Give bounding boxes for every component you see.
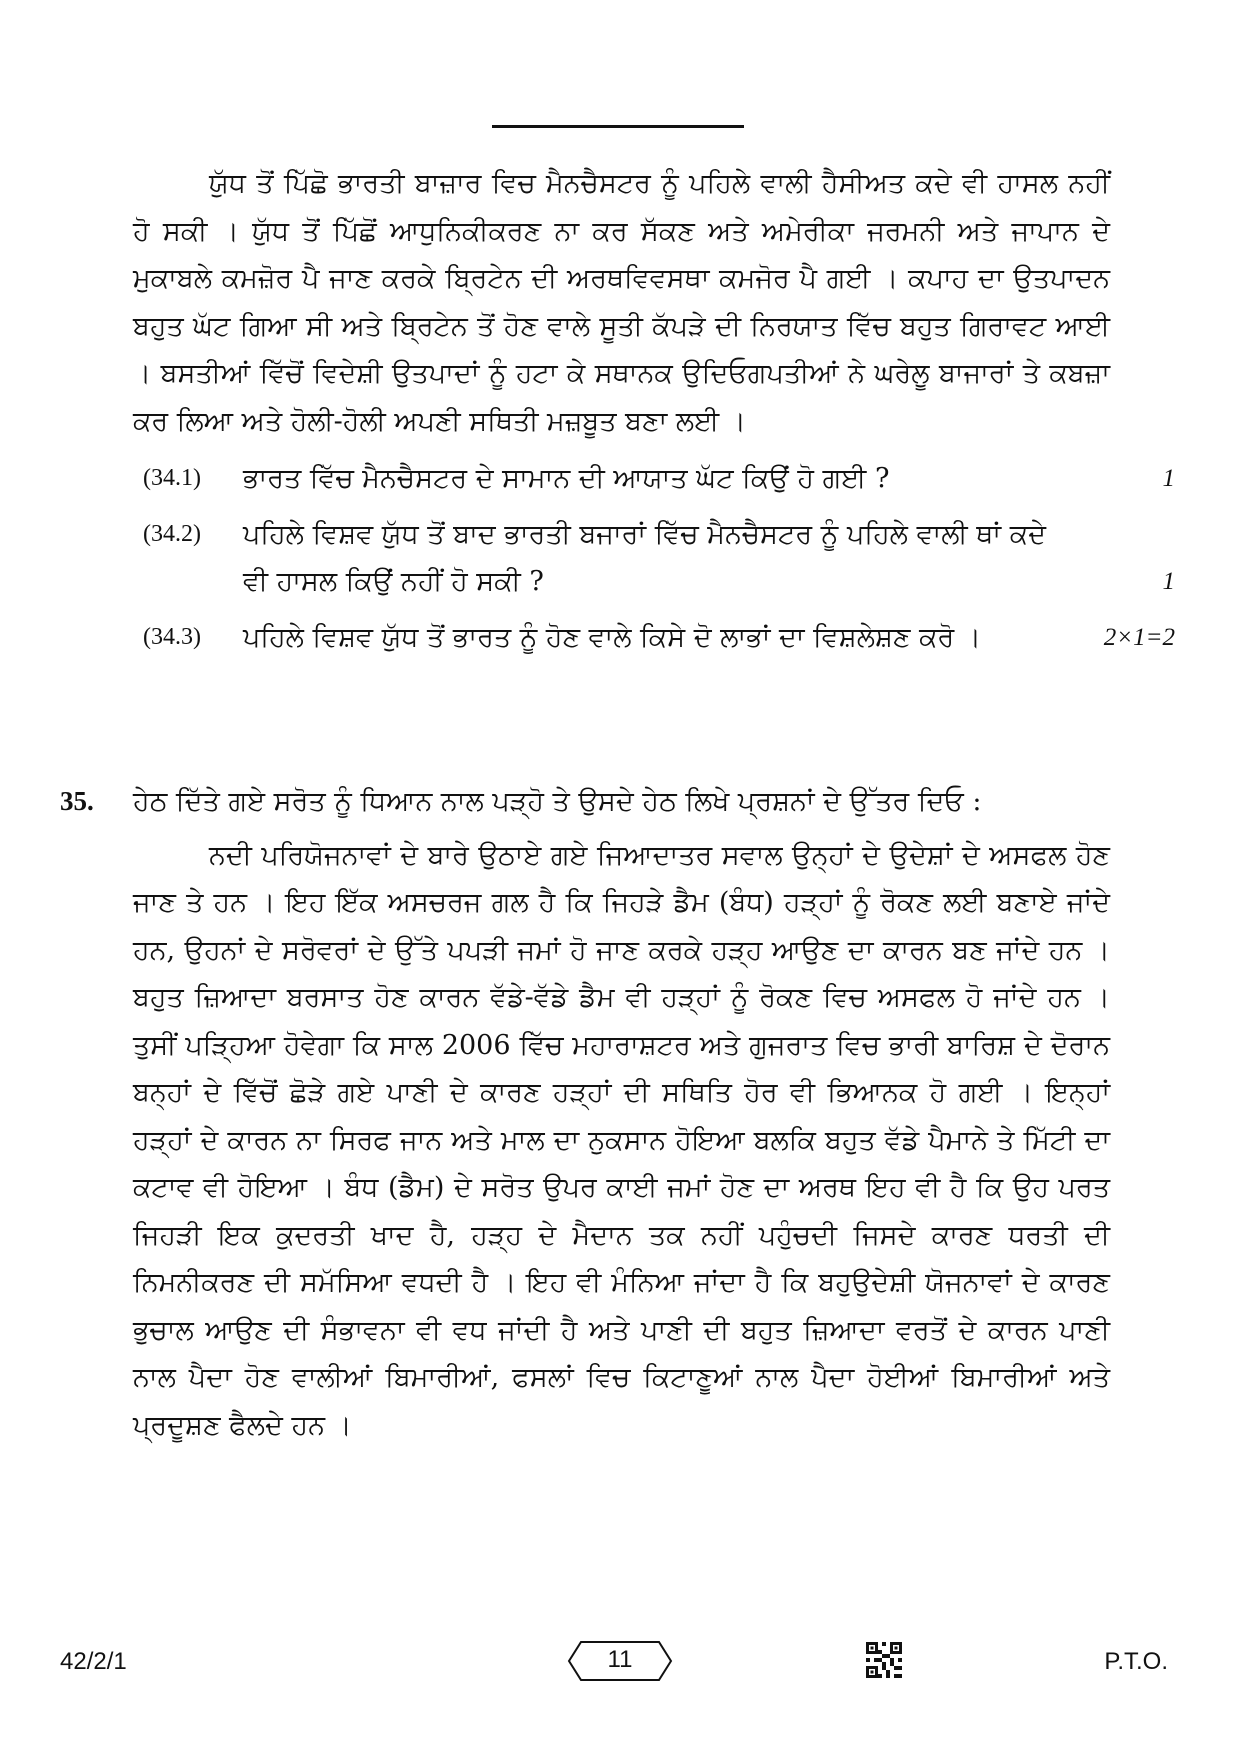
qr-code-icon: [866, 1642, 902, 1678]
passage-34: ਯੁੱਧ ਤੋਂ ਪਿੱਛੋ ਭਾਰਤੀ ਬਾਜ਼ਾਰ ਵਿਚ ਮੈਨਚੈਸਟਰ ਨੂੰ ਪਹਿਲੇ ਵਾਲੀ ਹੈਸੀਅਤ ਕਦੇ ਵੀ ਹਾਸਲ ਨਹੀਂ ਹੋ ਸਕੀ । ਯੁੱਧ ਤੋਂ ਪਿੱਛੋਂ ਆਧੁਨਿਕੀਕਰਣ ਨਾ ਕਰ ਸੱਕਣ ਅਤੇ ਅਮੇਰੀਕਾ ਜਰਮਨੀ ਅਤੇ ਜਾਪਾਨ ਦੇ ਮੁਕਾਬਲੇ ਕਮਜ਼ੋਰ ਪੈ ਜਾਣ ਕਰਕੇ ਬ੍ਰਿਟੇਨ ਦੀ ਅਰਥਵਿਵਸਥਾ ਕਮਜੋਰ ਪੈ ਗਈ । ਕਪਾਹ ਦਾ ਉਤਪਾਦਨ ਬਹੁਤ ਘੱਟ ਗਿਆ ਸੀ ਅਤੇ ਬ੍ਰਿਟੇਨ ਤੋਂ ਹੋਣ ਵਾਲੇ ਸੂਤੀ ਕੱਪੜੇ ਦੀ ਨਿਰਯਾਤ ਵਿੱਚ ਬਹੁਤ ਗਿਰਾਵਟ ਆਈ । ਬਸਤੀਆਂ ਵਿੱਚੋਂ ਵਿਦੇਸ਼ੀ ਉਤਪਾਦਾਂ ਨੂੰ ਹਟਾ ਕੇ ਸਥਾਨਕ ਉਦਿਓਗਪਤੀਆਂ ਨੇ ਘਰੇਲੂ ਬਾਜਾਰਾਂ ਤੇ ਕਬਜ਼ਾ ਕਰ ਲਿਆ ਅਤੇ ਹੋਲੀ-ਹੋਲੀ ਅਪਣੀ ਸਥਿਤੀ ਮਜ਼ਬੂਤ ਬਣਾ ਲਈ ।: [133, 168, 1110, 437]
page-number-badge: [567, 1640, 673, 1682]
subquestion-number: (34.2): [143, 520, 201, 547]
subquestion-marks: 1: [1162, 465, 1175, 492]
q34-subquestions: [133, 455, 1175, 661]
page-number: 11: [607, 1646, 633, 1673]
subquestion-text: ਭਾਰਤ ਵਿੱਚ ਮੈਨਚੈਸਟਰ ਦੇ ਸਾਮਾਨ ਦੀ ਆਯਾਤ ਘੱਟ ਕਿਉਂ ਹੋ ਗਈ ?: [243, 463, 890, 494]
subquestion-text: ਪਹਿਲੇ ਵਿਸ਼ਵ ਯੁੱਧ ਤੋਂ ਭਾਰਤ ਨੂੰ ਹੋਣ ਵਾਲੇ ਕਿਸੇ ਦੋ ਲਾਭਾਂ ਦਾ ਵਿਸ਼ਲੇਸ਼ਣ ਕਰੋ ।: [243, 621, 982, 653]
subquestion-text: ਪਹਿਲੇ ਵਿਸ਼ਵ ਯੁੱਧ ਤੋਂ ਬਾਦ ਭਾਰਤੀ ਬਜਾਰਾਂ ਵਿੱਚ ਮੈਨਚੈਸਟਰ ਨੂੰ ਪਹਿਲੇ ਵਾਲੀ ਥਾਂ ਕਦੇ ਵੀ ਹਾਸਲ ਕਿਉਂ ਨਹੀਂ ਹੋ ਸਕੀ ?: [243, 518, 1046, 597]
subquestion-marks: 1: [1162, 568, 1175, 595]
q35-section: [60, 778, 1110, 1449]
top-divider: [492, 125, 744, 128]
paper-code: 42/2/1: [60, 1648, 127, 1675]
q34-section: [133, 160, 1175, 669]
subquestion-number: (34.3): [143, 623, 201, 650]
please-turn-over: P.T.O.: [1104, 1648, 1168, 1675]
question-number: 35.: [60, 786, 94, 816]
question-instruction: ਹੇਠ ਦਿੱਤੇ ਗਏ ਸਰੋਤ ਨੂੰ ਧਿਆਨ ਨਾਲ ਪੜ੍ਹੋ ਤੇ ਉਸਦੇ ਹੇਠ ਲਿਖੇ ਪ੍ਰਸ਼ਨਾਂ ਦੇ ਉੱਤਰ ਦਿਓ :: [133, 786, 982, 817]
subquestion-34-1: [133, 455, 1175, 503]
page-footer: [0, 1640, 1241, 1700]
passage-35: ਨਦੀ ਪਰਿਯੋਜਨਾਵਾਂ ਦੇ ਬਾਰੇ ਉਠਾਏ ਗਏ ਜਿਆਦਾਤਰ ਸਵਾਲ ਉਨ੍ਹਾਂ ਦੇ ਉਦੇਸ਼ਾਂ ਦੇ ਅਸਫਲ ਹੋਣ ਜਾਣ ਤੇ ਹਨ । ਇਹ ਇੱਕ ਅਸਚਰਜ ਗਲ ਹੈ ਕਿ ਜਿਹੜੇ ਡੈਮ (ਬੰਧ) ਹੜ੍ਹਾਂ ਨੂੰ ਰੋਕਣ ਲਈ ਬਣਾਏ ਜਾਂਦੇ ਹਨ, ਉਹਨਾਂ ਦੇ ਸਰੋਵਰਾਂ ਦੇ ਉੱਤੇ ਪਪੜੀ ਜਮਾਂ ਹੋ ਜਾਣ ਕਰਕੇ ਹੜ੍ਹ ਆਉਣ ਦਾ ਕਾਰਨ ਬਣ ਜਾਂਦੇ ਹਨ । ਬਹੁਤ ਜ਼ਿਆਦਾ ਬਰਸਾਤ ਹੋਣ ਕਾਰਨ ਵੱਡੇ-ਵੱਡੇ ਡੈਮ ਵੀ ਹੜ੍ਹਾਂ ਨੂੰ ਰੋਕਣ ਵਿਚ ਅਸਫਲ ਹੋ ਜਾਂਦੇ ਹਨ । ਤੁਸੀਂ ਪੜ੍ਹਿਆ ਹੋਵੇਗਾ ਕਿ ਸਾਲ 2006 ਵਿੱਚ ਮਹਾਰਾਸ਼ਟਰ ਅਤੇ ਗੁਜਰਾਤ ਵਿਚ ਭਾਰੀ ਬਾਰਿਸ਼ ਦੇ ਦੋਰਾਨ ਬਨ੍ਹਾਂ ਦੇ ਵਿੱਚੋਂ ਛੋੜੇ ਗਏ ਪਾਣੀ ਦੇ ਕਾਰਣ ਹੜ੍ਹਾਂ ਦੀ ਸਥਿਤਿ ਹੋਰ ਵੀ ਭਿਆਨਕ ਹੋ ਗਈ । ਇਨ੍ਹਾਂ ਹੜ੍ਹਾਂ ਦੇ ਕਾਰਨ ਨਾ ਸਿਰਫ ਜਾਨ ਅਤੇ ਮਾਲ ਦਾ ਨੁਕਸਾਨ ਹੋਇਆ ਬਲਕਿ ਬਹੁਤ ਵੱਡੇ ਪੈਮਾਨੇ ਤੇ ਮਿੱਟੀ ਦਾ ਕਟਾਵ ਵੀ ਹੋਇਆ । ਬੰਧ (ਡੈਮ) ਦੇ ਸਰੋਤ ਉਪਰ ਕਾਈ ਜਮਾਂ ਹੋਣ ਦਾ ਅਰਥ ਇਹ ਵੀ ਹੈ ਕਿ ਉਹ ਪਰਤ ਜਿਹੜੀ ਇਕ ਕੁਦਰਤੀ ਖਾਦ ਹੈ, ਹੜ੍ਹ ਦੇ ਮੈਦਾਨ ਤਕ ਨਹੀਂ ਪਹੁੰਚਦੀ ਜਿਸਦੇ ਕਾਰਣ ਧਰਤੀ ਦੀ ਨਿਮਨੀਕਰਣ ਦੀ ਸਮੱਸਿਆ ਵਧਦੀ ਹੈ । ਇਹ ਵੀ ਮੰਨਿਆ ਜਾਂਦਾ ਹੈ ਕਿ ਬਹੁਉਦੇਸ਼ੀ ਯੋਜਨਾਵਾਂ ਦੇ ਕਾਰਣ ਭੁਚਾਲ ਆਉਣ ਦੀ ਸੰਭਾਵਨਾ ਵੀ ਵਧ ਜਾਂਦੀ ਹੈ ਅਤੇ ਪਾਣੀ ਦੀ ਬਹੁਤ ਜ਼ਿਆਦਾ ਵਰਤੋਂ ਦੇ ਕਾਰਨ ਪਾਣੀ ਨਾਲ ਪੈਦਾ ਹੋਣ ਵਾਲੀਆਂ ਬਿਮਾਰੀਆਂ, ਫਸਲਾਂ ਵਿਚ ਕਿਟਾਣੂਆਂ ਨਾਲ ਪੈਦਾ ਹੋਈਆਂ ਬਿਮਾਰੀਆਂ ਅਤੇ ਪ੍ਰਦੂਸ਼ਣ ਫੈਲਦੇ ਹਨ ।: [133, 839, 1110, 1441]
subquestion-number: (34.1): [143, 465, 201, 491]
subquestion-34-3: [133, 614, 1175, 662]
subquestion-marks: 2×1=2: [1103, 623, 1175, 651]
subquestion-34-2: [133, 511, 1175, 606]
